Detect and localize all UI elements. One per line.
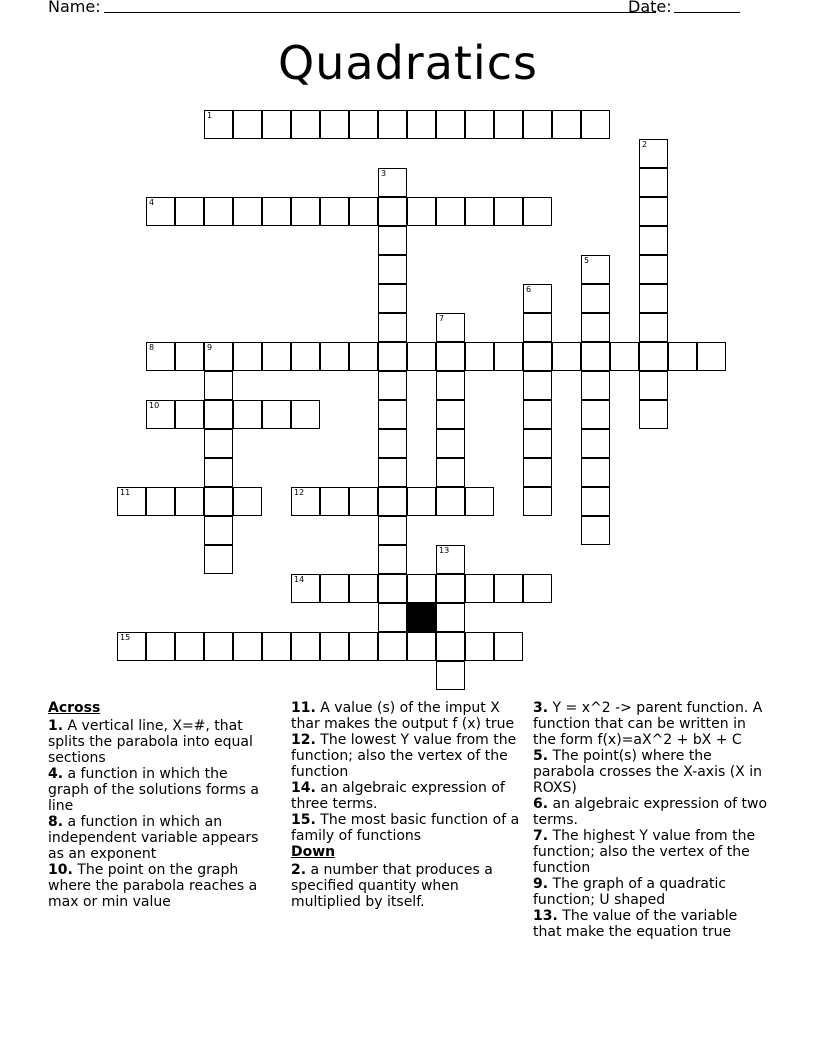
crossword-cell[interactable] — [639, 139, 668, 168]
crossword-cell[interactable] — [639, 342, 668, 371]
crossword-cell[interactable] — [233, 400, 262, 429]
crossword-cell[interactable] — [494, 342, 523, 371]
crossword-cell[interactable] — [407, 632, 436, 661]
crossword-cell[interactable] — [378, 226, 407, 255]
crossword-cell[interactable] — [639, 400, 668, 429]
crossword-cell[interactable] — [581, 429, 610, 458]
crossword-cell[interactable] — [407, 574, 436, 603]
clue-across-1: 1. A vertical line, X=#, that splits the parabola into equal sections — [48, 718, 253, 766]
crossword-cell[interactable] — [436, 487, 465, 516]
crossword-cell[interactable] — [523, 284, 552, 313]
crossword-cell[interactable] — [146, 342, 175, 371]
crossword-cell[interactable] — [639, 168, 668, 197]
crossword-cell[interactable] — [378, 197, 407, 226]
crossword-cell[interactable] — [465, 487, 494, 516]
crossword-cell[interactable] — [291, 487, 320, 516]
crossword-cell[interactable] — [436, 197, 465, 226]
crossword-cell[interactable] — [262, 632, 291, 661]
crossword-cell[interactable] — [407, 342, 436, 371]
crossword-cell[interactable] — [407, 487, 436, 516]
crossword-cell[interactable] — [436, 400, 465, 429]
crossword-cell[interactable] — [494, 632, 523, 661]
crossword-cell[interactable] — [639, 197, 668, 226]
clue-number: 15 — [120, 633, 131, 642]
crossword-cell[interactable] — [378, 168, 407, 197]
crossword-cell[interactable] — [436, 371, 465, 400]
clues-column-2 — [291, 700, 523, 910]
clue-number: 3 — [381, 169, 387, 178]
clue-number: 14 — [294, 575, 305, 584]
crossword-cell[interactable] — [175, 632, 204, 661]
crossword-cell[interactable] — [320, 632, 349, 661]
crossword-cell[interactable] — [320, 110, 349, 139]
crossword-cell[interactable] — [494, 197, 523, 226]
crossword-cell[interactable] — [378, 574, 407, 603]
crossword-cell[interactable] — [465, 342, 494, 371]
crossword-cell[interactable] — [523, 313, 552, 342]
crossword-cell[interactable] — [320, 197, 349, 226]
crossword-cell[interactable] — [436, 661, 465, 690]
crossword-cell[interactable] — [552, 342, 581, 371]
crossword-cell[interactable] — [349, 342, 378, 371]
crossword-cell[interactable] — [320, 574, 349, 603]
crossword-cell[interactable] — [146, 197, 175, 226]
crossword-cell[interactable] — [233, 110, 262, 139]
crossword-cell[interactable] — [349, 110, 378, 139]
crossword-cell[interactable] — [233, 197, 262, 226]
crossword-cell[interactable] — [581, 516, 610, 545]
crossword-cell[interactable] — [378, 458, 407, 487]
crossword-cell[interactable] — [436, 110, 465, 139]
crossword-cell[interactable] — [117, 632, 146, 661]
clue-number: 8 — [149, 343, 155, 352]
clue-down-2: 2. a number that produces a specified quantity when multiplied by itself. — [291, 862, 493, 910]
crossword-cell[interactable] — [204, 400, 233, 429]
down-heading: Down — [291, 844, 336, 860]
crossword-cell[interactable] — [378, 110, 407, 139]
clue-number: 6 — [526, 285, 532, 294]
clue-down-6: 6. an algebraic expression of two terms. — [533, 796, 768, 828]
crossword-cell[interactable] — [465, 110, 494, 139]
crossword-cell[interactable] — [523, 342, 552, 371]
crossword-cell[interactable] — [436, 313, 465, 342]
crossword-cell[interactable] — [610, 342, 639, 371]
crossword-cell[interactable] — [465, 197, 494, 226]
crossword-cell[interactable] — [436, 429, 465, 458]
crossword-cell[interactable] — [262, 342, 291, 371]
crossword-cell[interactable] — [581, 487, 610, 516]
crossword-cell[interactable] — [523, 487, 552, 516]
crossword-cell[interactable] — [436, 342, 465, 371]
crossword-cell[interactable] — [697, 342, 726, 371]
crossword-cell[interactable] — [668, 342, 697, 371]
crossword-cell[interactable] — [465, 632, 494, 661]
clues-column-1 — [48, 700, 270, 910]
crossword-cell[interactable] — [291, 632, 320, 661]
clue-down-5: 5. The point(s) where the parabola crosses the X-axis (X in ROXS) — [533, 748, 762, 796]
crossword-cell[interactable] — [523, 371, 552, 400]
crossword-cell[interactable] — [523, 400, 552, 429]
crossword-cell[interactable] — [117, 487, 146, 516]
crossword-cell[interactable] — [204, 632, 233, 661]
crossword-cell[interactable] — [639, 313, 668, 342]
crossword-cell[interactable] — [639, 371, 668, 400]
crossword-cell[interactable] — [581, 255, 610, 284]
crossword-cell[interactable] — [436, 603, 465, 632]
crossword-cell[interactable] — [581, 342, 610, 371]
crossword-cell[interactable] — [262, 400, 291, 429]
crossword-cell[interactable] — [581, 313, 610, 342]
crossword-cell[interactable] — [262, 110, 291, 139]
clue-across-14: 14. an algebraic expression of three terms. — [291, 780, 505, 812]
crossword-cell[interactable] — [233, 632, 262, 661]
clue-number: 5 — [584, 256, 590, 265]
crossword-cell[interactable] — [204, 458, 233, 487]
clues-column-3 — [533, 700, 768, 940]
crossword-cell[interactable] — [523, 197, 552, 226]
crossword-cell[interactable] — [320, 342, 349, 371]
clue-down-7: 7. The highest Y value from the function; also the vertex of the function — [533, 828, 756, 876]
clue-across-15: 15. The most basic function of a family of functions — [291, 812, 520, 844]
crossword-cell[interactable] — [349, 487, 378, 516]
clue-down-13: 13. The value of the variable that make the equation true — [533, 908, 738, 940]
crossword-cell[interactable] — [291, 574, 320, 603]
crossword-cell[interactable] — [639, 226, 668, 255]
crossword-cell[interactable] — [378, 545, 407, 574]
clue-number: 11 — [120, 488, 131, 497]
crossword-cell[interactable] — [581, 371, 610, 400]
crossword-cell[interactable] — [262, 197, 291, 226]
crossword-cell[interactable] — [204, 110, 233, 139]
crossword-cell[interactable] — [291, 400, 320, 429]
crossword-cell[interactable] — [378, 487, 407, 516]
crossword-cell[interactable] — [639, 255, 668, 284]
crossword-cell[interactable] — [581, 400, 610, 429]
crossword-cell[interactable] — [204, 371, 233, 400]
crossword-cell[interactable] — [639, 284, 668, 313]
crossword-cell[interactable] — [581, 110, 610, 139]
crossword-cell[interactable] — [349, 574, 378, 603]
clue-number: 12 — [294, 488, 305, 497]
clue-across-12: 12. The lowest Y value from the function; also the vertex of the function — [291, 732, 517, 780]
crossword-cell[interactable] — [233, 487, 262, 516]
crossword-cell[interactable] — [581, 458, 610, 487]
crossword-cell[interactable] — [407, 110, 436, 139]
crossword-cell[interactable] — [436, 632, 465, 661]
crossword-cell[interactable] — [378, 516, 407, 545]
crossword-cell[interactable] — [175, 487, 204, 516]
crossword-cell[interactable] — [378, 284, 407, 313]
crossword-cell[interactable] — [349, 197, 378, 226]
crossword-cell[interactable] — [523, 429, 552, 458]
clue-number: 13 — [439, 546, 450, 555]
crossword-cell[interactable] — [378, 632, 407, 661]
crossword-cell[interactable] — [146, 487, 175, 516]
crossword-cell[interactable] — [378, 313, 407, 342]
crossword-cell[interactable] — [436, 574, 465, 603]
across-heading: Across — [48, 700, 101, 716]
clue-across-10: 10. The point on the graph where the parabola reaches a max or min value — [48, 862, 258, 910]
clue-number: 9 — [207, 343, 213, 352]
crossword-cell[interactable] — [291, 110, 320, 139]
crossword-cell[interactable] — [523, 110, 552, 139]
crossword-cell[interactable] — [291, 197, 320, 226]
crossword-cell[interactable] — [581, 284, 610, 313]
crossword-cell[interactable] — [407, 197, 436, 226]
name-label: Name: — [48, 0, 101, 16]
crossword-cell[interactable] — [378, 255, 407, 284]
crossword-cell[interactable] — [436, 545, 465, 574]
crossword-cell[interactable] — [378, 603, 407, 632]
clue-across-11: 11. A value (s) of the imput X thar makes the output f (x) true — [291, 700, 515, 732]
clue-across-8: 8. a function in which an independent variable appears as an exponent — [48, 814, 259, 862]
crossword-cell[interactable] — [378, 371, 407, 400]
clue-number: 4 — [149, 198, 155, 207]
clue-number: 7 — [439, 314, 445, 323]
crossword-cell[interactable] — [204, 487, 233, 516]
crossword-cell[interactable] — [378, 342, 407, 371]
clue-across-4: 4. a function in which the graph of the solutions forms a line — [48, 766, 259, 814]
crossword-cell[interactable] — [175, 400, 204, 429]
crossword-cell[interactable] — [378, 429, 407, 458]
clue-down-9: 9. The graph of a quadratic function; U shaped — [533, 876, 727, 908]
crossword-cell[interactable] — [233, 342, 262, 371]
crossword-cell[interactable] — [436, 458, 465, 487]
crossword-cell[interactable] — [204, 545, 233, 574]
crossword-cell[interactable] — [378, 400, 407, 429]
crossword-cell[interactable] — [494, 574, 523, 603]
crossword-cell[interactable] — [523, 458, 552, 487]
crossword-cell[interactable] — [146, 400, 175, 429]
date-label: Date: — [628, 0, 672, 16]
clue-down-3: 3. Y = x^2 -> parent function. A function that can be written in the form f(x)=aX^2 + bX + C — [533, 700, 763, 748]
clue-number: 1 — [207, 111, 213, 120]
crossword-cell[interactable] — [494, 110, 523, 139]
crossword-cell[interactable] — [175, 342, 204, 371]
clue-number: 10 — [149, 401, 160, 410]
crossword-cell[interactable] — [146, 632, 175, 661]
page-title: Quadratics — [278, 36, 538, 90]
crossword-cell[interactable] — [552, 110, 581, 139]
crossword-cell[interactable] — [523, 574, 552, 603]
crossword-cell[interactable] — [175, 197, 204, 226]
crossword-cell[interactable] — [320, 487, 349, 516]
crossword-cell[interactable] — [204, 197, 233, 226]
crossword-cell[interactable] — [465, 574, 494, 603]
crossword-cell[interactable] — [204, 342, 233, 371]
crossword-cell[interactable] — [204, 429, 233, 458]
black-square — [407, 603, 436, 632]
crossword-cell[interactable] — [349, 632, 378, 661]
clue-number: 2 — [642, 140, 648, 149]
crossword-cell[interactable] — [204, 516, 233, 545]
crossword-cell[interactable] — [291, 342, 320, 371]
